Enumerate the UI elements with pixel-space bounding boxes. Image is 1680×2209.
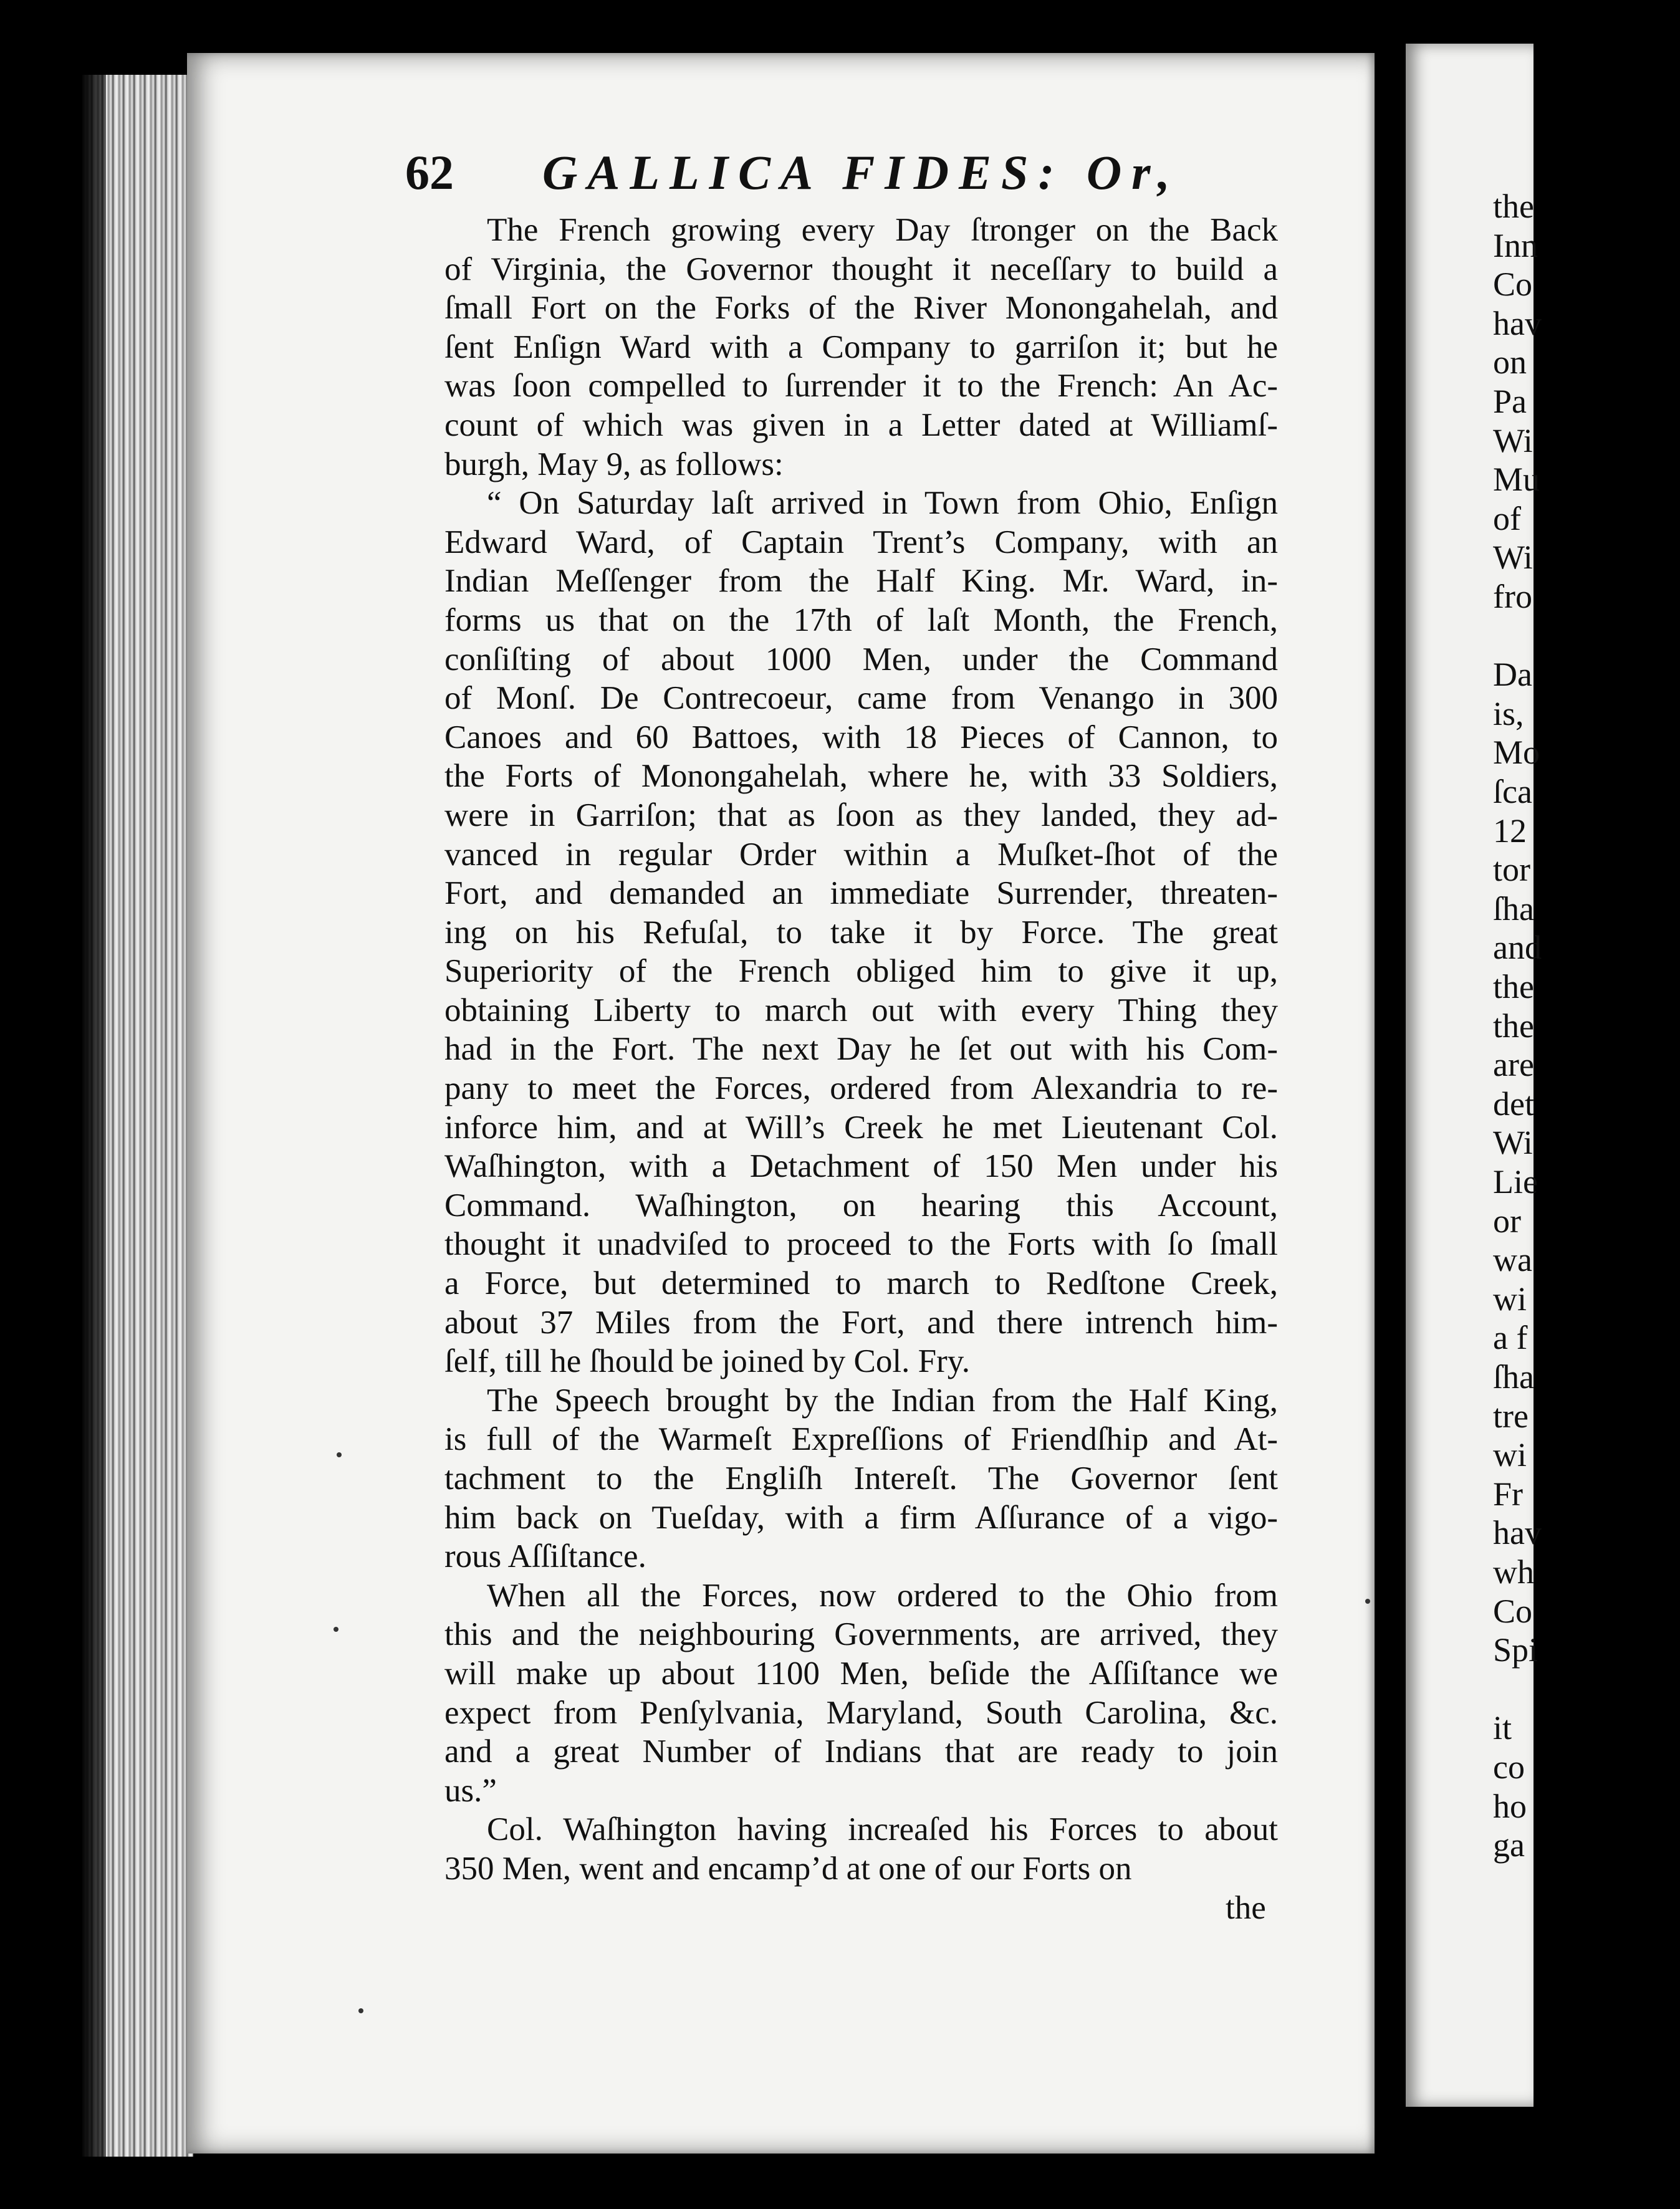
next-page-line: a f	[1493, 1319, 1528, 1357]
next-page-line: Wi	[1493, 1124, 1533, 1162]
next-page-line: it	[1493, 1709, 1512, 1747]
text-line: ſmall Fort on the Forks of the River Monongahelah, and	[444, 290, 1278, 327]
text-line: Superiority of the French obliged him to give it up,	[444, 953, 1278, 990]
speck	[334, 1627, 338, 1632]
text-line: had in the Fort. The next Day he ſet out with his Com-	[444, 1031, 1278, 1068]
next-page-line: the	[1493, 968, 1534, 1005]
text-line: Command. Waſhington, on hearing this Account,	[444, 1187, 1278, 1224]
next-page-line: Spi	[1493, 1631, 1538, 1669]
text-line: about 37 Miles from the Fort, and there intrench him-	[444, 1304, 1278, 1341]
text-line: count of which was given in a Letter dated at Williamſ-	[444, 406, 1278, 443]
text-line: Edward Ward, of Captain Trent’s Company, with an	[444, 524, 1278, 560]
paragraph	[402, 1381, 1278, 1576]
next-page-line: ga	[1493, 1826, 1525, 1864]
text-line: Waſhington, with a Detachment of 150 Men under his	[444, 1148, 1278, 1185]
paragraph	[402, 484, 1278, 1381]
binding-shadow	[81, 75, 106, 2157]
text-line: 350 Men, went and encamp’d at one of our Forts on	[444, 1850, 1132, 1887]
paragraph	[402, 211, 1278, 484]
next-page-line: on	[1493, 343, 1527, 381]
text-line: conſiſting of about 1000 Men, under the Command	[444, 641, 1278, 678]
next-page-line: Co	[1493, 266, 1533, 304]
next-page-line: Inn	[1493, 226, 1538, 264]
next-page-line: 12	[1493, 812, 1527, 850]
next-page-line: wi	[1493, 1436, 1527, 1474]
next-page-line: ſha	[1493, 889, 1534, 927]
text-line: will make up about 1100 Men, beſide the Aſſiſtance we	[444, 1655, 1278, 1692]
next-page-line: and	[1493, 929, 1542, 967]
next-page-line: of	[1493, 499, 1521, 537]
text-line: inforce him, and at Will’s Creek he met Lieutenant Col.	[444, 1109, 1278, 1146]
page-number: 62	[405, 145, 454, 199]
text-line: was ſoon compelled to ſurrender it to the French: An Ac-	[444, 368, 1278, 405]
paragraph	[402, 1576, 1278, 1811]
text-line: expect from Penſylvania, Maryland, South Carolina, &c.	[444, 1694, 1278, 1731]
next-page-line: Lie	[1493, 1163, 1538, 1200]
text-line: were in Garriſon; that as ſoon as they landed, they ad-	[444, 797, 1278, 833]
text-line: the Forts of Monongahelah, where he, with 33 Soldiers,	[444, 758, 1278, 795]
next-page-line: hav	[1493, 1514, 1542, 1552]
next-page-line: or	[1493, 1202, 1521, 1240]
next-page-line: wh	[1493, 1553, 1534, 1591]
speck	[358, 2008, 363, 2013]
text-line: The French growing every Day ſtronger on the Back	[487, 212, 1278, 248]
text-line: him back on Tueſday, with a firm Aſſurance of a vigo-	[444, 1499, 1278, 1536]
text-line: Fort, and demanded an immediate Surrender, threaten-	[444, 875, 1278, 912]
speck	[1365, 1599, 1370, 1604]
next-page-line: are	[1493, 1046, 1534, 1084]
text-line: thought it unadviſed to proceed to the Forts with ſo ſmall	[444, 1226, 1278, 1263]
next-page-line: hav	[1493, 304, 1542, 342]
next-page-line: Mu	[1493, 461, 1540, 499]
text-line: us.”	[444, 1772, 497, 1809]
next-page-line: Mo	[1493, 734, 1540, 772]
next-page-line: Wi	[1493, 539, 1533, 577]
text-line: The Speech brought by the Indian from the Half King,	[487, 1382, 1278, 1419]
text-line: is full of the Warmeſt Expreſſions of Friendſhip and At-	[444, 1421, 1278, 1458]
text-line: ſelf, till he ſhould be joined by Col. Fry.	[444, 1343, 971, 1380]
text-line: forms us that on the 17th of laſt Month, the French,	[444, 601, 1278, 638]
body-text	[402, 211, 1278, 1889]
next-page-line: is,	[1493, 694, 1524, 732]
next-page-line: Fr	[1493, 1475, 1524, 1513]
text-line: a Force, but determined to march to Redſtone Creek,	[444, 1265, 1278, 1302]
next-page-line: wa	[1493, 1241, 1532, 1279]
next-page-line: det	[1493, 1085, 1534, 1123]
text-line: ſent Enſign Ward with a Company to garriſon it; but he	[444, 328, 1278, 365]
next-page-line: fro	[1493, 578, 1532, 615]
text-line: rous Aſſiſtance.	[444, 1538, 646, 1575]
next-page-line: Co	[1493, 1592, 1533, 1630]
next-page-line: wi	[1493, 1280, 1527, 1318]
text-line: pany to meet the Forces, ordered from Alexandria to re-	[444, 1070, 1278, 1107]
next-page-line: co	[1493, 1748, 1525, 1786]
paragraph	[402, 1810, 1278, 1888]
catchword: the	[1226, 1890, 1266, 1926]
text-line: tachment to the Engliſh Intereſt. The Governor ſent	[444, 1460, 1278, 1497]
next-page-line: Wi	[1493, 421, 1533, 459]
next-page-line: the	[1493, 1007, 1534, 1045]
running-head	[405, 145, 1278, 201]
text-line: ing on his Refuſal, to take it by Force. The great	[444, 914, 1278, 951]
text-line: and a great Number of Indians that are ready to join	[444, 1733, 1278, 1770]
text-line: Indian Meſſenger from the Half King. Mr. Ward, in-	[444, 563, 1278, 600]
text-line: this and the neighbouring Governments, are arrived, they	[444, 1616, 1278, 1653]
speck	[337, 1452, 342, 1457]
running-title: GALLICA FIDES: Or,	[542, 145, 1180, 199]
next-page-line: the	[1493, 188, 1534, 225]
text-line: Col. Waſhington having increaſed his Forces to about	[487, 1811, 1278, 1848]
next-page-line: tre	[1493, 1397, 1529, 1435]
next-page-line: ſha	[1493, 1358, 1534, 1396]
next-page-line: ho	[1493, 1787, 1527, 1825]
next-page-line: tor	[1493, 851, 1530, 889]
next-page-line: ſca	[1493, 773, 1532, 810]
text-line: obtaining Liberty to march out with every Thing they	[444, 992, 1278, 1028]
next-page-fragment	[1406, 44, 1542, 2107]
text-line: Canoes and 60 Battoes, with 18 Pieces of Cannon, to	[444, 719, 1278, 755]
next-page-line: Da	[1493, 656, 1532, 694]
text-line: “ On Saturday laſt arrived in Town from Ohio, Enſign	[487, 485, 1278, 522]
next-page-line: Pa	[1493, 383, 1527, 420]
text-line: of Monſ. De Contrecoeur, came from Venango in 300	[444, 680, 1278, 717]
text-line: When all the Forces, now ordered to the Ohio from	[487, 1577, 1278, 1614]
text-line: burgh, May 9, as follows:	[444, 446, 784, 482]
text-line: of Virginia, the Governor thought it neceſſary to build a	[444, 251, 1278, 287]
text-line: vanced in regular Order within a Muſket-ſhot of the	[444, 836, 1278, 873]
